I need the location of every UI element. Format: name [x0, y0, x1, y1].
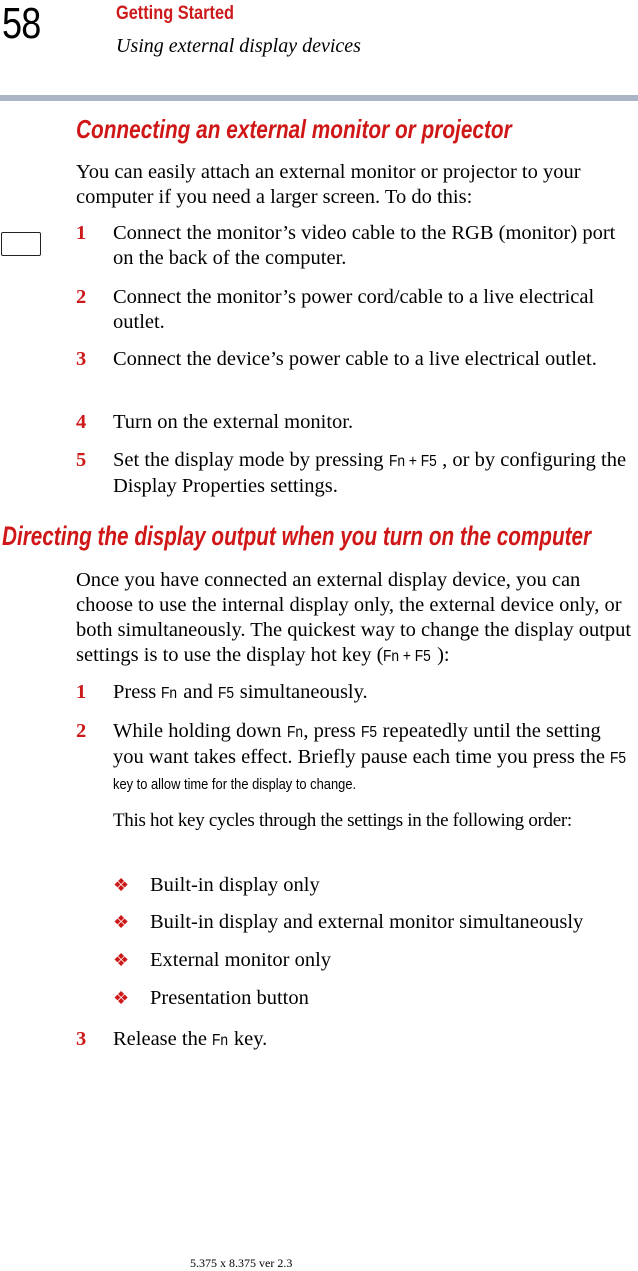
step-1: [76, 221, 636, 271]
step-text: [113, 719, 636, 797]
step-text-part: While holding down: [113, 720, 287, 742]
step-2-hold: [76, 719, 636, 797]
step-text: [113, 448, 636, 499]
key-combo: Fn + F5: [388, 453, 437, 470]
bullet-item: [113, 948, 331, 973]
step-text: Connect the monitor’s video cable to the RGB (monitor) port on the back of the computer.: [113, 222, 616, 269]
bullet-diamond-icon: ❖: [113, 875, 130, 895]
step-number: 2: [76, 286, 87, 308]
heading-connecting-monitor: Connecting an external monitor or projector: [76, 114, 512, 144]
step-1-press: [76, 680, 636, 706]
key-f5: F5: [217, 685, 235, 702]
step-number: 4: [76, 411, 87, 433]
intro-text: ):: [437, 644, 450, 666]
key-combo: Fn + F5: [383, 648, 432, 665]
header-rule: [0, 95, 638, 101]
section2-intro: [76, 568, 636, 669]
step-number: 5: [76, 449, 87, 471]
bullet-diamond-icon: ❖: [113, 950, 130, 970]
step-5: [76, 448, 636, 499]
step-4: [76, 410, 636, 435]
step-text-part: key to allow time for the display to change.: [113, 776, 357, 793]
bullet-text: Built-in display and external monitor simultaneously: [150, 911, 584, 933]
page-number: 58: [2, 0, 41, 48]
step-text-part: , or by configuring the Display Properties settings.: [113, 449, 627, 497]
step-text: Connect the device’s power cable to a live electrical outlet.: [113, 348, 597, 370]
intro-text: Once you have connected an external display device, you can choose to use the internal display only, the external device only, or both simultaneously. The quickest way to change the display output settings is to use the display hot key (: [76, 569, 632, 666]
step-number: 2: [76, 720, 87, 742]
step-text-part: and: [178, 681, 218, 703]
step-2: [76, 285, 636, 335]
key-fn: Fn: [212, 1032, 229, 1049]
bullet-diamond-icon: ❖: [113, 988, 130, 1008]
section-title: Using external display devices: [116, 35, 361, 57]
step-text-part: , press: [303, 720, 361, 742]
step-text-part: simultaneously.: [234, 681, 368, 703]
bullet-item: [113, 986, 309, 1011]
step-number: 3: [76, 1028, 87, 1050]
key-f5: F5: [610, 750, 627, 767]
step-text-part: Set the display mode by pressing: [113, 449, 389, 471]
bullet-item: [113, 873, 320, 898]
bullet-text: External monitor only: [150, 949, 332, 971]
step-text-part: Release the: [113, 1028, 213, 1050]
step-text: Turn on the external monitor.: [113, 411, 354, 433]
intro-paragraph: You can easily attach an external monitor or projector to your computer if you need a larger screen. To do this:: [76, 161, 581, 208]
margin-tab-icon: [1, 232, 41, 256]
step-text: [113, 1027, 636, 1053]
bullet-diamond-icon: ❖: [113, 912, 130, 932]
chapter-title: Getting Started: [116, 3, 235, 24]
step-number: 3: [76, 348, 87, 370]
step-number: 1: [76, 681, 87, 703]
step-number: 1: [76, 222, 87, 244]
key-fn: Fn: [161, 685, 178, 702]
page-footer: 5.375 x 8.375 ver 2.3: [190, 1256, 293, 1270]
step-text-part: Press: [113, 681, 162, 703]
bullet-text: Presentation button: [150, 987, 309, 1009]
step-text: Connect the monitor’s power cord/cable to a live electrical outlet.: [113, 286, 595, 333]
key-fn: Fn: [286, 724, 303, 741]
step-3: [76, 347, 636, 372]
hotkey-note: This hot key cycles through the settings in the following order:: [113, 810, 572, 831]
step-text-part: key.: [228, 1028, 268, 1050]
step-3-release: [76, 1027, 636, 1053]
bullet-item: [113, 910, 583, 935]
heading-directing-output: Directing the display output when you turn on the computer: [2, 521, 592, 551]
step-text: [113, 680, 636, 706]
key-f5: F5: [360, 724, 377, 741]
bullet-text: Built-in display only: [150, 874, 320, 896]
step-text-part: repeatedly until the setting you want takes effect. Briefly pause each time you press the: [113, 720, 611, 768]
